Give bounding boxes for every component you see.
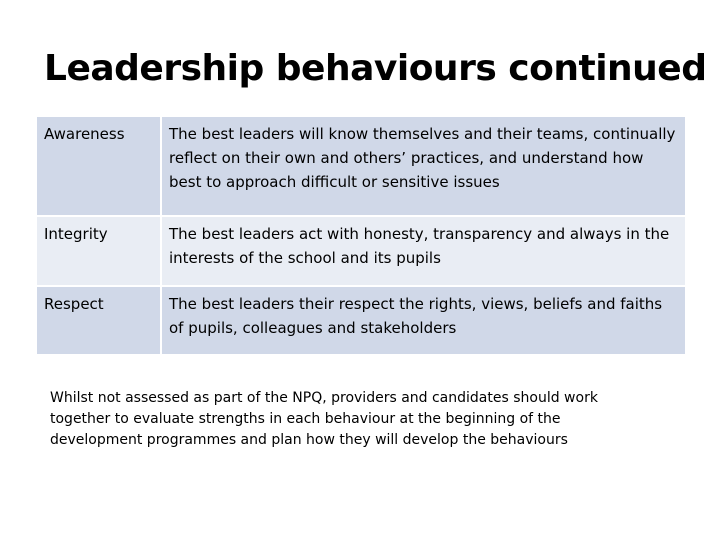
- behaviour-name-awareness: Awareness: [37, 117, 161, 216]
- table-row: [37, 117, 685, 216]
- slide-title: Leadership behaviours continued: [44, 48, 707, 89]
- behaviours-table: [37, 117, 685, 354]
- behaviour-name-respect: Respect: [37, 286, 161, 354]
- behaviour-name-integrity: Integrity: [37, 216, 161, 286]
- behaviour-description-awareness: The best leaders will know themselves and their teams, continually reflect on their own and others’ practices, and understand how best to approach difficult or sensitive issues: [161, 117, 685, 216]
- behaviour-description-integrity: The best leaders act with honesty, transparency and always in the interests of the school and its pupils: [161, 216, 685, 286]
- behaviour-description-respect: The best leaders their respect the rights, views, beliefs and faiths of pupils, colleagues and stakeholders: [161, 286, 685, 354]
- table-row: [37, 286, 685, 354]
- footnote-text: Whilst not assessed as part of the NPQ, providers and candidates should work together to evaluate strengths in each behaviour at the beginning of the development programmes and plan how they will develop the behaviours: [50, 390, 598, 448]
- table-row: [37, 216, 685, 286]
